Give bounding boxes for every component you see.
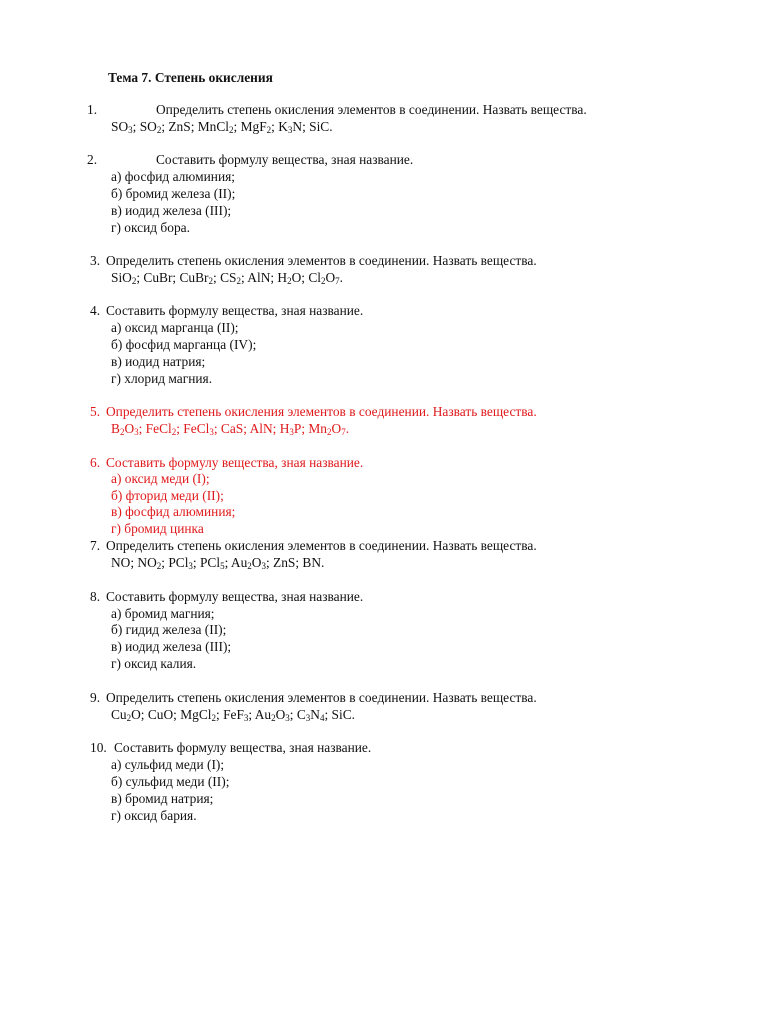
formula-text: ; FeCl xyxy=(138,421,172,436)
formula-subscript: 3 xyxy=(188,561,193,571)
formula-subscript: 7 xyxy=(341,427,346,437)
formula-text: N xyxy=(310,707,320,722)
formula-text: ; SiC. xyxy=(324,707,355,722)
formula-subscript: 2 xyxy=(287,276,292,286)
formula-text: ; CaS; AlN; H xyxy=(213,421,290,436)
task-8-instruction: Составить формулу вещества, зная название. xyxy=(106,589,364,604)
formula-text: ; K xyxy=(271,119,288,134)
task-5-number: 5. xyxy=(90,404,101,419)
page-title: Тема 7. Степень окисления xyxy=(108,70,273,85)
formula-subscript: 3 xyxy=(287,125,293,135)
formula-text: O xyxy=(325,270,336,285)
formula-text: ; ZnS; BN. xyxy=(265,555,325,570)
task-5-instruction: Определить степень окисления элементов в соединении. Назвать вещества. xyxy=(106,404,537,419)
task-6-item-d: г) бромид цинка xyxy=(111,521,204,536)
formula-subscript: 2 xyxy=(208,276,214,286)
formula-text: ; CS xyxy=(213,270,237,285)
task-3-formulas xyxy=(111,269,343,286)
task-4-item-b: б) фосфид марганца (IV); xyxy=(111,337,257,352)
formula-subscript: 2 xyxy=(156,125,162,135)
formula-text: . xyxy=(339,270,344,285)
formula-subscript: 3 xyxy=(128,125,133,135)
formula-text: ; MgF xyxy=(233,119,267,134)
formula-text: . xyxy=(345,421,350,436)
formula-text: SiO xyxy=(111,270,132,285)
formula-subscript: 2 xyxy=(321,276,326,286)
task-10-instruction: Составить формулу вещества, зная название. xyxy=(114,740,372,755)
task-3-number: 3. xyxy=(90,253,101,268)
task-7-formulas xyxy=(111,554,324,571)
task-9-instruction: Определить степень окисления элементов в соединении. Назвать вещества. xyxy=(106,690,537,705)
formula-text: ; Au xyxy=(248,707,272,722)
formula-subscript: 3 xyxy=(289,427,294,437)
formula-subscript: 2 xyxy=(171,427,177,437)
task-9-formulas xyxy=(111,706,355,723)
formula-subscript: 2 xyxy=(211,713,216,723)
task-10-item-d: г) оксид бария. xyxy=(111,808,197,823)
formula-subscript: 3 xyxy=(134,427,139,437)
task-2-item-c: в) иодид железа (III); xyxy=(111,203,232,218)
formula-text: O; Cl xyxy=(291,270,321,285)
formula-subscript: 3 xyxy=(261,561,266,571)
task-9-number: 9. xyxy=(90,690,101,705)
task-4-item-c: в) иодид натрия; xyxy=(111,354,206,369)
formula-subscript: 2 xyxy=(271,713,276,723)
formula-text: NO; NO xyxy=(111,555,157,570)
formula-subscript: 3 xyxy=(305,713,311,723)
formula-subscript: 2 xyxy=(247,561,252,571)
task-6-number: 6. xyxy=(90,455,101,470)
task-1-formulas xyxy=(111,118,333,135)
formula-text: O xyxy=(124,421,135,436)
formula-subscript: 3 xyxy=(243,713,249,723)
formula-subscript: 2 xyxy=(236,276,241,286)
formula-text: ; CuBr; CuBr xyxy=(136,270,209,285)
task-8-item-d: г) оксид калия. xyxy=(111,656,197,671)
formula-text: ; FeF xyxy=(216,707,244,722)
task-4-instruction: Составить формулу вещества, зная название. xyxy=(106,303,364,318)
task-4-number: 4. xyxy=(90,303,101,318)
task-4-item-a: а) оксид марганца (II); xyxy=(111,320,239,335)
task-6-item-a: а) оксид меди (I); xyxy=(111,471,210,486)
formula-text: ; SO xyxy=(132,119,157,134)
formula-subscript: 3 xyxy=(209,427,214,437)
formula-text: ; PCl xyxy=(161,555,189,570)
task-1-number: 1. xyxy=(87,102,98,117)
task-8-item-c: в) иодид железа (III); xyxy=(111,639,232,654)
formula-text: ; C xyxy=(289,707,306,722)
formula-subscript: 2 xyxy=(126,713,132,723)
task-2-instruction: Составить формулу вещества, зная название. xyxy=(156,152,414,167)
task-5-formulas xyxy=(111,420,349,437)
task-10-item-c: в) бромид натрия; xyxy=(111,791,214,806)
task-7-number: 7. xyxy=(90,538,101,553)
task-8-item-b: б) гидид железа (II); xyxy=(111,622,227,637)
task-3-instruction: Определить степень окисления элементов в соединении. Назвать вещества. xyxy=(106,253,537,268)
task-2-item-b: б) бромид железа (II); xyxy=(111,186,236,201)
task-10-number: 10. xyxy=(90,740,107,755)
formula-text: ; FeCl xyxy=(176,421,210,436)
formula-text: ; AlN; H xyxy=(240,270,288,285)
formula-subscript: 5 xyxy=(220,561,225,571)
task-4-item-d: г) хлорид магния. xyxy=(111,371,213,386)
task-8-number: 8. xyxy=(90,589,101,604)
task-6-item-c: в) фосфид алюминия; xyxy=(111,504,236,519)
formula-text: Cu xyxy=(111,707,127,722)
formula-text: ; ZnS; MnCl xyxy=(161,119,230,134)
task-2-number: 2. xyxy=(87,152,98,167)
formula-subscript: 2 xyxy=(327,427,332,437)
formula-subscript: 2 xyxy=(229,125,234,135)
task-7-instruction: Определить степень окисления элементов в соединении. Назвать вещества. xyxy=(106,538,537,553)
formula-text: N; SiC. xyxy=(292,119,333,134)
formula-subscript: 2 xyxy=(131,276,137,286)
formula-text: ; PCl xyxy=(192,555,221,570)
task-2-item-a: а) фосфид алюминия; xyxy=(111,169,235,184)
formula-text: B xyxy=(111,421,120,436)
formula-text: ; Au xyxy=(224,555,248,570)
formula-subscript: 4 xyxy=(319,713,325,723)
formula-text: O; CuO; MgCl xyxy=(131,707,212,722)
formula-subscript: 3 xyxy=(285,713,290,723)
formula-text: O xyxy=(251,555,262,570)
task-6-instruction: Составить формулу вещества, зная название. xyxy=(106,455,364,470)
task-6-item-b: б) фторид меди (II); xyxy=(111,488,224,503)
formula-subscript: 2 xyxy=(266,125,272,135)
formula-subscript: 2 xyxy=(156,561,162,571)
formula-text: SO xyxy=(111,119,129,134)
formula-subscript: 2 xyxy=(119,427,125,437)
task-2-item-d: г) оксид бора. xyxy=(111,220,190,235)
task-8-item-a: а) бромид магния; xyxy=(111,606,215,621)
task-10-item-b: б) сульфид меди (II); xyxy=(111,774,230,789)
formula-text: O xyxy=(275,707,286,722)
task-10-item-a: а) сульфид меди (I); xyxy=(111,757,225,772)
formula-subscript: 7 xyxy=(335,276,340,286)
task-1-instruction: Определить степень окисления элементов в соединении. Назвать вещества. xyxy=(156,102,587,117)
formula-text: P; Mn xyxy=(293,421,328,436)
formula-text: O xyxy=(331,421,342,436)
